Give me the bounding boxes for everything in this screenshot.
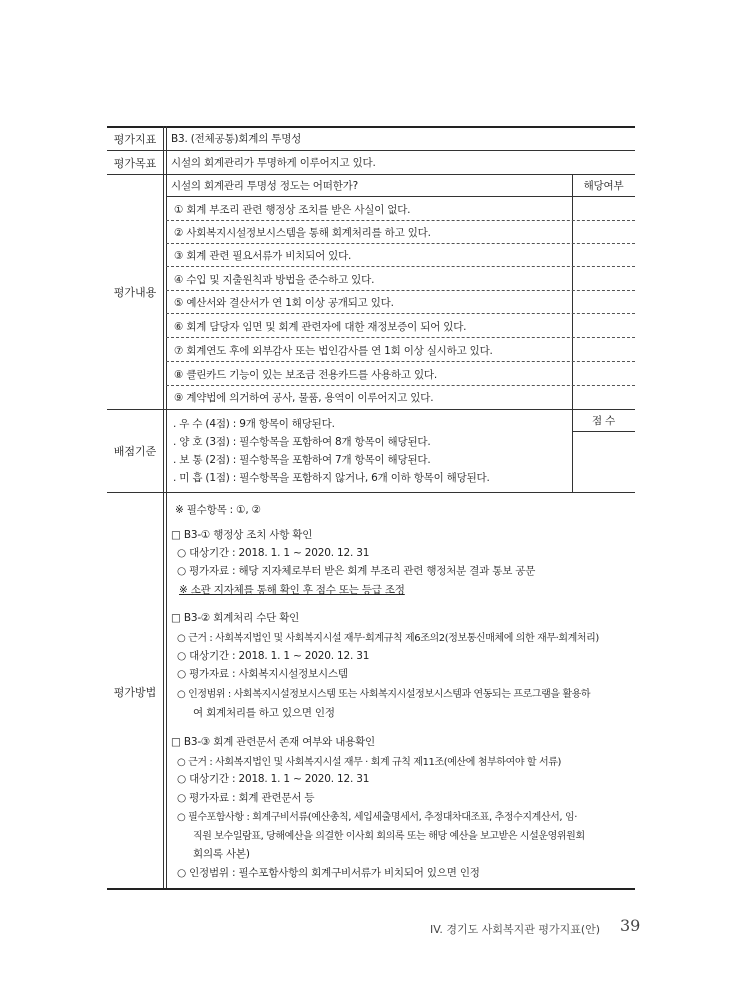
method-line: ○ 대상기간 : 2018. 1. 1 ~ 2020. 12. 31 — [177, 650, 370, 662]
row-divider — [107, 150, 635, 151]
item-divider — [166, 290, 635, 291]
item-divider — [166, 220, 635, 221]
content-item: ④ 수입 및 지출원칙과 방법을 준수하고 있다. — [174, 274, 375, 286]
item-divider — [166, 337, 635, 338]
content-item: ⑥ 회계 담당자 임면 및 회계 관련자에 대한 재정보증이 되어 있다. — [174, 321, 467, 333]
content-item: ⑨ 계약법에 의거하여 공사, 물품, 용역이 이루어지고 있다. — [174, 392, 434, 404]
score-header: 점 수 — [591, 415, 616, 427]
scoring-item: . 미 흡 (1점) : 필수항목을 포함하지 않거나, 6개 이하 항목이 해당된다. — [173, 472, 490, 484]
scoring-label: 배점기준 — [113, 445, 157, 458]
method-line: 회의록 사본) — [193, 848, 250, 860]
label-column-divider — [163, 126, 164, 888]
check-header: 해당여부 — [583, 180, 624, 192]
footer-title: IV. 경기도 사회복지관 평가지표(안) — [430, 923, 601, 936]
content-item: ⑤ 예산서와 결산서가 연 1회 이상 공개되고 있다. — [174, 297, 394, 309]
row-divider — [107, 492, 635, 493]
item-divider — [166, 385, 635, 386]
content-question: 시설의 회계관리 투명성 정도는 어떠한가? — [171, 180, 358, 192]
section-title: □ B3-③ 회계 관련문서 존재 여부와 내용확인 — [171, 736, 375, 748]
goal-label: 평가목표 — [113, 157, 157, 170]
indicator-label: 평가지표 — [113, 133, 157, 146]
content-item: ① 회계 부조리 관련 행정상 조치를 받은 사실이 없다. — [174, 204, 411, 216]
method-line: ○ 대상기간 : 2018. 1. 1 ~ 2020. 12. 31 — [177, 773, 370, 785]
method-line: ○ 인정범위 : 필수포함사항의 회계구비서류가 비치되어 있으면 인정 — [177, 867, 480, 879]
method-line: ○ 평가자료 : 해당 지자체로부터 받은 회계 부조리 관련 행정처분 결과 통보 공문 — [177, 565, 536, 577]
content-item: ② 사회복지시설정보시스템을 통해 회계처리를 하고 있다. — [174, 227, 431, 239]
method-line: ○ 필수포함사항 : 회계구비서류(예산총칙, 세입세출명세서, 추정대차대조표, 추정수지계산서, 임· — [177, 812, 578, 823]
method-line: ○ 평가자료 : 회계 관련문서 등 — [177, 792, 315, 804]
score-header-divider — [572, 431, 635, 432]
check-column-divider — [572, 174, 573, 492]
evaluation-table — [107, 126, 635, 888]
table-top-border — [107, 126, 635, 128]
content-item: ⑧ 클린카드 기능이 있는 보조금 전용카드를 사용하고 있다. — [174, 369, 438, 381]
item-divider — [166, 313, 635, 314]
goal-text: 시설의 회계관리가 투명하게 이루어지고 있다. — [171, 157, 376, 169]
item-divider — [166, 243, 635, 244]
method-note: ※ 소관 지자체를 통해 확인 후 점수 또는 등급 조정 — [179, 584, 405, 596]
indicator-text: B3. (전체공통)회계의 투명성 — [171, 133, 302, 145]
item-divider — [166, 266, 635, 267]
section-title: □ B3-① 행정상 조치 사항 확인 — [171, 529, 313, 541]
content-header-divider — [166, 196, 635, 197]
row-divider — [107, 409, 635, 410]
content-item: ⑦ 회계연도 후에 외부감사 또는 법인감사를 연 1회 이상 실시하고 있다. — [174, 345, 493, 357]
method-line: ○ 근거 : 사회복지법인 및 사회복지시설 재무 · 회계 규칙 제11조(예산에 첨부하여야 할 서류) — [177, 757, 561, 768]
content-label: 평가내용 — [113, 286, 157, 299]
scoring-item: . 우 수 (4점) : 9개 항목이 해당된다. — [173, 418, 335, 430]
scoring-item: . 양 호 (3점) : 필수항목을 포함하여 8개 항목이 해당된다. — [173, 436, 431, 448]
content-item: ③ 회계 관련 필요서류가 비치되어 있다. — [174, 250, 352, 262]
label-column-divider — [166, 126, 167, 888]
method-line: ○ 인정범위 : 사회복지시설정보시스템 또는 사회복지시설정보시스템과 연동되는 프로그램을 활용하 — [177, 689, 591, 700]
section-title: □ B3-② 회계처리 수단 확인 — [171, 612, 300, 624]
method-line: 직원 보수일람표, 당해예산을 의결한 이사회 회의록 또는 해당 예산을 보고받은 시설운영위원회 — [193, 831, 585, 842]
required-items: ※ 필수항목 : ①, ② — [175, 504, 261, 516]
method-line: 여 회계처리를 하고 있으면 인정 — [193, 707, 335, 719]
page-number: 39 — [620, 916, 641, 935]
scoring-item: . 보 통 (2점) : 필수항목을 포함하여 7개 항목이 해당된다. — [173, 454, 431, 466]
row-divider — [107, 174, 635, 175]
method-label: 평가방법 — [113, 686, 157, 699]
table-bottom-border — [107, 888, 635, 890]
item-divider — [166, 361, 635, 362]
method-line: ○ 근거 : 사회복지법인 및 사회복지시설 재무·회계규칙 제6조의2(정보통신매체에 의한 재무·회계처리) — [177, 633, 599, 644]
method-line: ○ 대상기간 : 2018. 1. 1 ~ 2020. 12. 31 — [177, 547, 370, 559]
method-line: ○ 평가자료 : 사회복지시설정보시스템 — [177, 668, 348, 680]
